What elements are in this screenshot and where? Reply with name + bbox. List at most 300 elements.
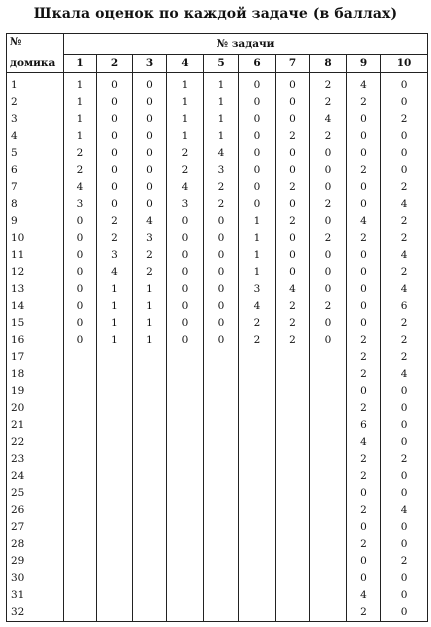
score-cell: 2 xyxy=(133,264,167,281)
score-cell xyxy=(97,519,133,536)
table-row xyxy=(7,366,428,383)
score-cell: 0 xyxy=(133,145,167,162)
score-cell: 0 xyxy=(204,213,239,230)
score-cell xyxy=(204,366,239,383)
score-cell xyxy=(64,451,97,468)
score-cell xyxy=(204,468,239,485)
score-cell xyxy=(239,519,276,536)
score-cell: 0 xyxy=(64,213,97,230)
score-cell xyxy=(310,536,347,553)
score-cell xyxy=(239,502,276,519)
score-cell: 0 xyxy=(204,247,239,264)
score-cell: 0 xyxy=(64,332,97,349)
score-cell xyxy=(133,553,167,570)
score-cell xyxy=(310,434,347,451)
score-cell: 0 xyxy=(97,179,133,196)
score-cell: 0 xyxy=(133,73,167,95)
score-cell xyxy=(310,366,347,383)
score-cell xyxy=(310,570,347,587)
score-cell: 0 xyxy=(64,281,97,298)
score-cell xyxy=(133,366,167,383)
score-cell: 2 xyxy=(204,196,239,213)
house-number-cell: 4 xyxy=(7,128,64,145)
table-row xyxy=(7,383,428,400)
score-cell xyxy=(310,587,347,604)
score-cell xyxy=(64,349,97,366)
score-cell: 0 xyxy=(64,247,97,264)
table-row xyxy=(7,281,428,298)
tasks-header: № задачи xyxy=(64,34,428,55)
score-cell: 4 xyxy=(381,366,428,383)
score-cell: 2 xyxy=(347,349,381,366)
score-cell xyxy=(239,383,276,400)
table-row xyxy=(7,349,428,366)
score-cell: 0 xyxy=(239,94,276,111)
score-cell xyxy=(239,400,276,417)
score-cell xyxy=(239,587,276,604)
score-cell: 0 xyxy=(167,213,204,230)
score-cell: 1 xyxy=(239,213,276,230)
task-number-header: 9 xyxy=(347,55,381,73)
table-row xyxy=(7,315,428,332)
score-cell xyxy=(310,553,347,570)
score-cell xyxy=(167,587,204,604)
score-cell: 0 xyxy=(381,587,428,604)
score-cell: 0 xyxy=(64,315,97,332)
score-cell: 0 xyxy=(167,264,204,281)
score-cell: 0 xyxy=(310,162,347,179)
score-cell: 0 xyxy=(381,434,428,451)
score-cell: 0 xyxy=(347,553,381,570)
score-cell: 0 xyxy=(381,536,428,553)
score-cell: 2 xyxy=(276,332,310,349)
score-cell: 2 xyxy=(97,213,133,230)
score-cell: 2 xyxy=(204,179,239,196)
house-number-cell: 13 xyxy=(7,281,64,298)
score-cell xyxy=(276,400,310,417)
score-cell: 2 xyxy=(381,332,428,349)
score-cell: 1 xyxy=(204,94,239,111)
score-cell: 2 xyxy=(347,536,381,553)
score-cell: 0 xyxy=(381,570,428,587)
score-cell: 4 xyxy=(167,179,204,196)
score-cell: 0 xyxy=(97,94,133,111)
score-cell xyxy=(204,451,239,468)
score-cell: 0 xyxy=(310,179,347,196)
header-row-tasks xyxy=(7,34,428,55)
score-cell: 2 xyxy=(276,213,310,230)
score-cell xyxy=(133,536,167,553)
score-cell xyxy=(310,468,347,485)
score-cell: 4 xyxy=(204,145,239,162)
score-cell: 0 xyxy=(347,145,381,162)
score-cell: 1 xyxy=(133,315,167,332)
table-row xyxy=(7,73,428,95)
score-cell xyxy=(167,536,204,553)
score-cell xyxy=(310,349,347,366)
score-cell xyxy=(167,366,204,383)
score-cell xyxy=(167,570,204,587)
score-cell: 3 xyxy=(239,281,276,298)
score-cell: 3 xyxy=(64,196,97,213)
score-cell: 2 xyxy=(347,94,381,111)
score-cell xyxy=(167,383,204,400)
score-cell: 2 xyxy=(276,179,310,196)
score-cell xyxy=(64,604,97,622)
score-cell: 0 xyxy=(347,247,381,264)
score-cell xyxy=(239,604,276,622)
score-cell: 1 xyxy=(97,315,133,332)
table-row xyxy=(7,400,428,417)
score-cell: 2 xyxy=(347,162,381,179)
score-cell xyxy=(64,434,97,451)
house-number-cell: 20 xyxy=(7,400,64,417)
score-cell xyxy=(204,553,239,570)
table-row xyxy=(7,434,428,451)
table-row xyxy=(7,417,428,434)
score-cell: 2 xyxy=(347,502,381,519)
score-cell: 1 xyxy=(239,247,276,264)
score-cell xyxy=(276,451,310,468)
score-cell xyxy=(276,570,310,587)
score-cell xyxy=(276,434,310,451)
score-cell: 2 xyxy=(381,264,428,281)
score-cell xyxy=(204,383,239,400)
score-cell xyxy=(133,587,167,604)
score-cell: 1 xyxy=(64,73,97,95)
score-cell: 6 xyxy=(381,298,428,315)
score-cell xyxy=(64,570,97,587)
score-table xyxy=(6,33,428,622)
score-cell: 4 xyxy=(381,502,428,519)
task-number-header: 3 xyxy=(133,55,167,73)
score-cell: 2 xyxy=(239,315,276,332)
score-cell: 0 xyxy=(64,264,97,281)
score-cell xyxy=(64,587,97,604)
task-number-header: 7 xyxy=(276,55,310,73)
house-number-cell: 22 xyxy=(7,434,64,451)
score-cell: 2 xyxy=(347,400,381,417)
score-cell: 0 xyxy=(133,162,167,179)
house-number-cell: 31 xyxy=(7,587,64,604)
house-number-cell: 12 xyxy=(7,264,64,281)
score-cell: 0 xyxy=(381,145,428,162)
task-number-header: 1 xyxy=(64,55,97,73)
score-cell xyxy=(204,519,239,536)
score-cell: 0 xyxy=(381,94,428,111)
score-cell: 0 xyxy=(133,196,167,213)
score-cell: 0 xyxy=(97,111,133,128)
score-cell: 1 xyxy=(133,298,167,315)
score-cell xyxy=(97,536,133,553)
score-cell: 0 xyxy=(167,298,204,315)
score-cell xyxy=(167,519,204,536)
score-cell: 1 xyxy=(167,73,204,95)
score-cell: 4 xyxy=(347,434,381,451)
score-cell xyxy=(167,349,204,366)
score-cell: 2 xyxy=(310,298,347,315)
table-row xyxy=(7,502,428,519)
score-cell xyxy=(310,485,347,502)
score-cell: 0 xyxy=(310,281,347,298)
score-cell xyxy=(97,570,133,587)
score-cell xyxy=(276,366,310,383)
score-cell: 0 xyxy=(167,230,204,247)
score-cell xyxy=(204,604,239,622)
house-number-cell: 3 xyxy=(7,111,64,128)
score-cell: 2 xyxy=(310,94,347,111)
score-cell: 0 xyxy=(276,196,310,213)
table-header xyxy=(7,34,428,73)
score-cell: 0 xyxy=(204,230,239,247)
score-cell xyxy=(133,417,167,434)
score-cell: 4 xyxy=(97,264,133,281)
house-number-cell: 7 xyxy=(7,179,64,196)
score-cell: 2 xyxy=(276,128,310,145)
score-cell xyxy=(204,349,239,366)
score-cell: 0 xyxy=(310,315,347,332)
score-cell: 0 xyxy=(381,485,428,502)
table-body xyxy=(7,73,428,622)
score-cell xyxy=(97,366,133,383)
score-cell xyxy=(97,502,133,519)
score-cell xyxy=(204,417,239,434)
score-cell xyxy=(64,536,97,553)
score-cell: 0 xyxy=(167,247,204,264)
score-cell: 0 xyxy=(204,281,239,298)
score-cell: 2 xyxy=(347,230,381,247)
score-cell xyxy=(167,553,204,570)
score-cell: 0 xyxy=(276,111,310,128)
score-cell: 0 xyxy=(381,417,428,434)
score-cell: 0 xyxy=(381,383,428,400)
house-column-header: домика xyxy=(7,55,64,73)
house-number-cell: 26 xyxy=(7,502,64,519)
score-cell: 4 xyxy=(239,298,276,315)
score-cell: 3 xyxy=(204,162,239,179)
score-cell: 4 xyxy=(347,73,381,95)
score-cell: 0 xyxy=(97,73,133,95)
table-row xyxy=(7,519,428,536)
score-cell: 4 xyxy=(133,213,167,230)
score-cell: 1 xyxy=(133,332,167,349)
score-cell: 0 xyxy=(167,332,204,349)
score-cell: 1 xyxy=(167,111,204,128)
task-number-header: 2 xyxy=(97,55,133,73)
score-cell: 6 xyxy=(347,417,381,434)
score-cell: 2 xyxy=(133,247,167,264)
task-number-header: 6 xyxy=(239,55,276,73)
score-cell: 2 xyxy=(97,230,133,247)
table-row xyxy=(7,553,428,570)
score-cell xyxy=(97,587,133,604)
score-cell xyxy=(97,553,133,570)
score-cell: 1 xyxy=(204,73,239,95)
score-cell: 0 xyxy=(239,73,276,95)
header-row-task-numbers xyxy=(7,55,428,73)
score-cell: 0 xyxy=(204,332,239,349)
house-number-cell: 1 xyxy=(7,73,64,95)
score-cell xyxy=(97,400,133,417)
score-cell: 3 xyxy=(167,196,204,213)
score-cell: 4 xyxy=(276,281,310,298)
score-cell: 0 xyxy=(167,281,204,298)
score-cell: 3 xyxy=(97,247,133,264)
score-cell: 2 xyxy=(381,230,428,247)
house-number-cell: 18 xyxy=(7,366,64,383)
score-cell xyxy=(97,349,133,366)
score-cell: 0 xyxy=(347,111,381,128)
score-cell xyxy=(239,485,276,502)
score-cell: 2 xyxy=(310,128,347,145)
score-cell: 2 xyxy=(310,73,347,95)
score-cell xyxy=(204,400,239,417)
score-cell xyxy=(133,451,167,468)
score-cell xyxy=(276,417,310,434)
score-cell: 0 xyxy=(381,519,428,536)
score-cell: 1 xyxy=(167,128,204,145)
score-cell: 1 xyxy=(64,111,97,128)
score-cell xyxy=(276,349,310,366)
score-cell xyxy=(133,502,167,519)
score-cell: 1 xyxy=(97,281,133,298)
score-cell: 2 xyxy=(347,604,381,622)
score-cell xyxy=(133,383,167,400)
table-row xyxy=(7,604,428,622)
score-cell: 0 xyxy=(276,73,310,95)
score-cell: 2 xyxy=(310,230,347,247)
score-cell xyxy=(239,570,276,587)
score-cell: 1 xyxy=(239,230,276,247)
score-cell: 2 xyxy=(167,145,204,162)
table-row xyxy=(7,162,428,179)
score-cell xyxy=(133,519,167,536)
score-cell: 0 xyxy=(381,128,428,145)
score-cell xyxy=(204,536,239,553)
score-cell xyxy=(310,604,347,622)
score-cell: 4 xyxy=(381,281,428,298)
table-row xyxy=(7,468,428,485)
table-row xyxy=(7,332,428,349)
score-cell: 0 xyxy=(276,247,310,264)
score-cell xyxy=(64,519,97,536)
score-cell: 1 xyxy=(239,264,276,281)
score-cell: 2 xyxy=(347,468,381,485)
score-cell: 0 xyxy=(310,264,347,281)
number-sign-header: № xyxy=(7,34,64,55)
score-cell: 0 xyxy=(347,281,381,298)
score-cell: 0 xyxy=(310,247,347,264)
score-cell xyxy=(204,434,239,451)
score-cell: 0 xyxy=(97,196,133,213)
score-cell xyxy=(167,502,204,519)
house-number-cell: 19 xyxy=(7,383,64,400)
score-cell xyxy=(310,417,347,434)
score-cell xyxy=(276,587,310,604)
score-cell xyxy=(97,468,133,485)
score-cell: 0 xyxy=(347,264,381,281)
house-number-cell: 17 xyxy=(7,349,64,366)
score-cell xyxy=(133,434,167,451)
score-cell xyxy=(64,383,97,400)
score-cell: 1 xyxy=(64,128,97,145)
table-row xyxy=(7,247,428,264)
score-cell xyxy=(167,604,204,622)
score-cell: 0 xyxy=(239,196,276,213)
score-cell xyxy=(310,383,347,400)
house-number-cell: 29 xyxy=(7,553,64,570)
house-number-cell: 21 xyxy=(7,417,64,434)
score-cell: 0 xyxy=(239,145,276,162)
score-cell xyxy=(64,417,97,434)
table-row xyxy=(7,230,428,247)
score-cell: 4 xyxy=(381,196,428,213)
score-cell: 1 xyxy=(97,332,133,349)
score-cell xyxy=(133,604,167,622)
score-cell: 2 xyxy=(381,349,428,366)
score-cell: 3 xyxy=(133,230,167,247)
score-cell xyxy=(97,417,133,434)
score-cell xyxy=(239,451,276,468)
score-cell: 0 xyxy=(97,145,133,162)
table-row xyxy=(7,213,428,230)
house-number-cell: 28 xyxy=(7,536,64,553)
score-cell xyxy=(204,570,239,587)
score-cell: 0 xyxy=(347,128,381,145)
score-cell: 2 xyxy=(276,315,310,332)
score-cell xyxy=(204,587,239,604)
score-cell xyxy=(310,400,347,417)
score-cell xyxy=(167,451,204,468)
house-number-cell: 27 xyxy=(7,519,64,536)
score-cell xyxy=(310,502,347,519)
score-cell xyxy=(276,536,310,553)
score-cell: 0 xyxy=(204,315,239,332)
score-cell xyxy=(276,553,310,570)
score-cell: 2 xyxy=(347,332,381,349)
score-cell: 2 xyxy=(381,111,428,128)
score-cell: 0 xyxy=(347,485,381,502)
table-row xyxy=(7,485,428,502)
score-cell: 1 xyxy=(133,281,167,298)
score-cell: 2 xyxy=(347,366,381,383)
score-cell xyxy=(239,468,276,485)
score-cell xyxy=(167,434,204,451)
score-cell: 0 xyxy=(381,468,428,485)
score-cell xyxy=(276,485,310,502)
score-cell: 0 xyxy=(133,179,167,196)
score-cell xyxy=(64,366,97,383)
score-cell xyxy=(167,485,204,502)
score-cell: 0 xyxy=(381,400,428,417)
house-number-cell: 15 xyxy=(7,315,64,332)
score-cell xyxy=(64,400,97,417)
score-cell xyxy=(64,502,97,519)
score-cell xyxy=(276,383,310,400)
house-number-cell: 32 xyxy=(7,604,64,622)
score-cell: 2 xyxy=(239,332,276,349)
score-cell: 0 xyxy=(133,94,167,111)
table-row xyxy=(7,128,428,145)
score-cell xyxy=(276,604,310,622)
score-cell: 0 xyxy=(133,128,167,145)
score-cell: 0 xyxy=(239,179,276,196)
score-cell xyxy=(239,536,276,553)
house-number-cell: 16 xyxy=(7,332,64,349)
score-cell xyxy=(239,417,276,434)
task-number-header: 8 xyxy=(310,55,347,73)
score-cell xyxy=(167,468,204,485)
